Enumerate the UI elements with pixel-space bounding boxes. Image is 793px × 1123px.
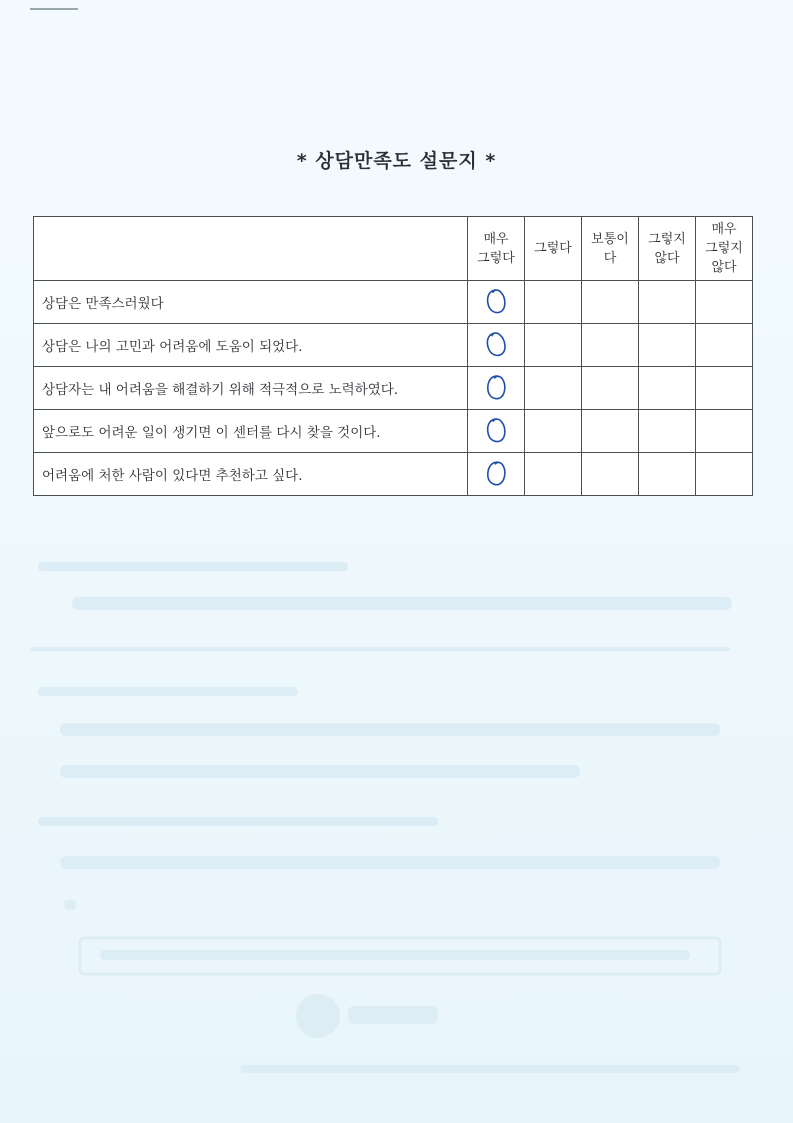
circle-mark-stroke <box>487 375 506 399</box>
question-text: 어려움에 처한 사람이 있다면 추천하고 싶다. <box>34 453 468 496</box>
answer-cell[interactable] <box>468 367 525 410</box>
circle-mark-icon <box>481 415 511 447</box>
answer-cell[interactable] <box>468 281 525 324</box>
circle-mark-stroke <box>487 418 506 442</box>
answer-cell[interactable] <box>639 410 696 453</box>
circle-mark-icon <box>481 458 511 490</box>
answer-cell[interactable] <box>582 324 639 367</box>
circle-mark-stroke <box>485 331 506 357</box>
answer-cell[interactable] <box>582 281 639 324</box>
question-row <box>34 410 753 453</box>
question-text: 상담은 나의 고민과 어려움에 도움이 되었다. <box>34 324 468 367</box>
option-label: 그렇다 <box>477 250 515 266</box>
answer-cell[interactable] <box>696 324 753 367</box>
option-label: 보통이 <box>591 231 629 247</box>
option-header-disagree <box>639 217 696 281</box>
option-label: 매우 <box>711 222 737 237</box>
question-row <box>34 324 753 367</box>
question-row <box>34 367 753 410</box>
header-question-cell <box>34 217 468 281</box>
option-label: 그렇지 <box>705 241 743 256</box>
answer-cell[interactable] <box>525 453 582 496</box>
answer-cell[interactable] <box>639 324 696 367</box>
circle-mark-stroke <box>487 289 506 313</box>
answer-cell[interactable] <box>468 453 525 496</box>
header-row <box>34 217 753 281</box>
answer-cell[interactable] <box>525 281 582 324</box>
option-label: 다 <box>603 250 617 266</box>
answer-cell[interactable] <box>525 367 582 410</box>
answer-cell[interactable] <box>639 367 696 410</box>
option-label: 그렇다 <box>534 241 572 256</box>
circle-mark-icon <box>481 329 511 361</box>
circle-mark-icon <box>481 286 511 318</box>
satisfaction-table <box>33 216 753 496</box>
option-header-neutral <box>582 217 639 281</box>
answer-cell[interactable] <box>582 453 639 496</box>
answer-cell[interactable] <box>525 410 582 453</box>
answer-cell[interactable] <box>696 453 753 496</box>
question-text: 상담자는 내 어려움을 해결하기 위해 적극적으로 노력하였다. <box>34 367 468 410</box>
answer-cell[interactable] <box>696 281 753 324</box>
answer-cell[interactable] <box>582 410 639 453</box>
answer-cell[interactable] <box>696 410 753 453</box>
question-row <box>34 281 753 324</box>
answer-cell[interactable] <box>639 281 696 324</box>
option-label: 매우 <box>483 231 509 247</box>
answer-cell[interactable] <box>696 367 753 410</box>
circle-mark-stroke <box>486 461 506 486</box>
circle-mark-icon <box>481 372 511 404</box>
answer-cell[interactable] <box>639 453 696 496</box>
option-header-very-agree <box>468 217 525 281</box>
survey-title: * 상담만족도 설문지 * <box>296 150 497 172</box>
question-text: 앞으로도 어려운 일이 생기면 이 센터를 다시 찾을 것이다. <box>34 410 468 453</box>
answer-cell[interactable] <box>525 324 582 367</box>
answer-cell[interactable] <box>468 410 525 453</box>
option-header-agree <box>525 217 582 281</box>
answer-cell[interactable] <box>582 367 639 410</box>
question-row <box>34 453 753 496</box>
question-text: 상담은 만족스러웠다 <box>34 281 468 324</box>
option-label: 않다 <box>654 250 680 266</box>
answer-cell[interactable] <box>468 324 525 367</box>
option-label: 않다 <box>711 260 737 275</box>
option-header-very-disagree <box>696 217 753 281</box>
option-label: 그렇지 <box>648 231 686 247</box>
